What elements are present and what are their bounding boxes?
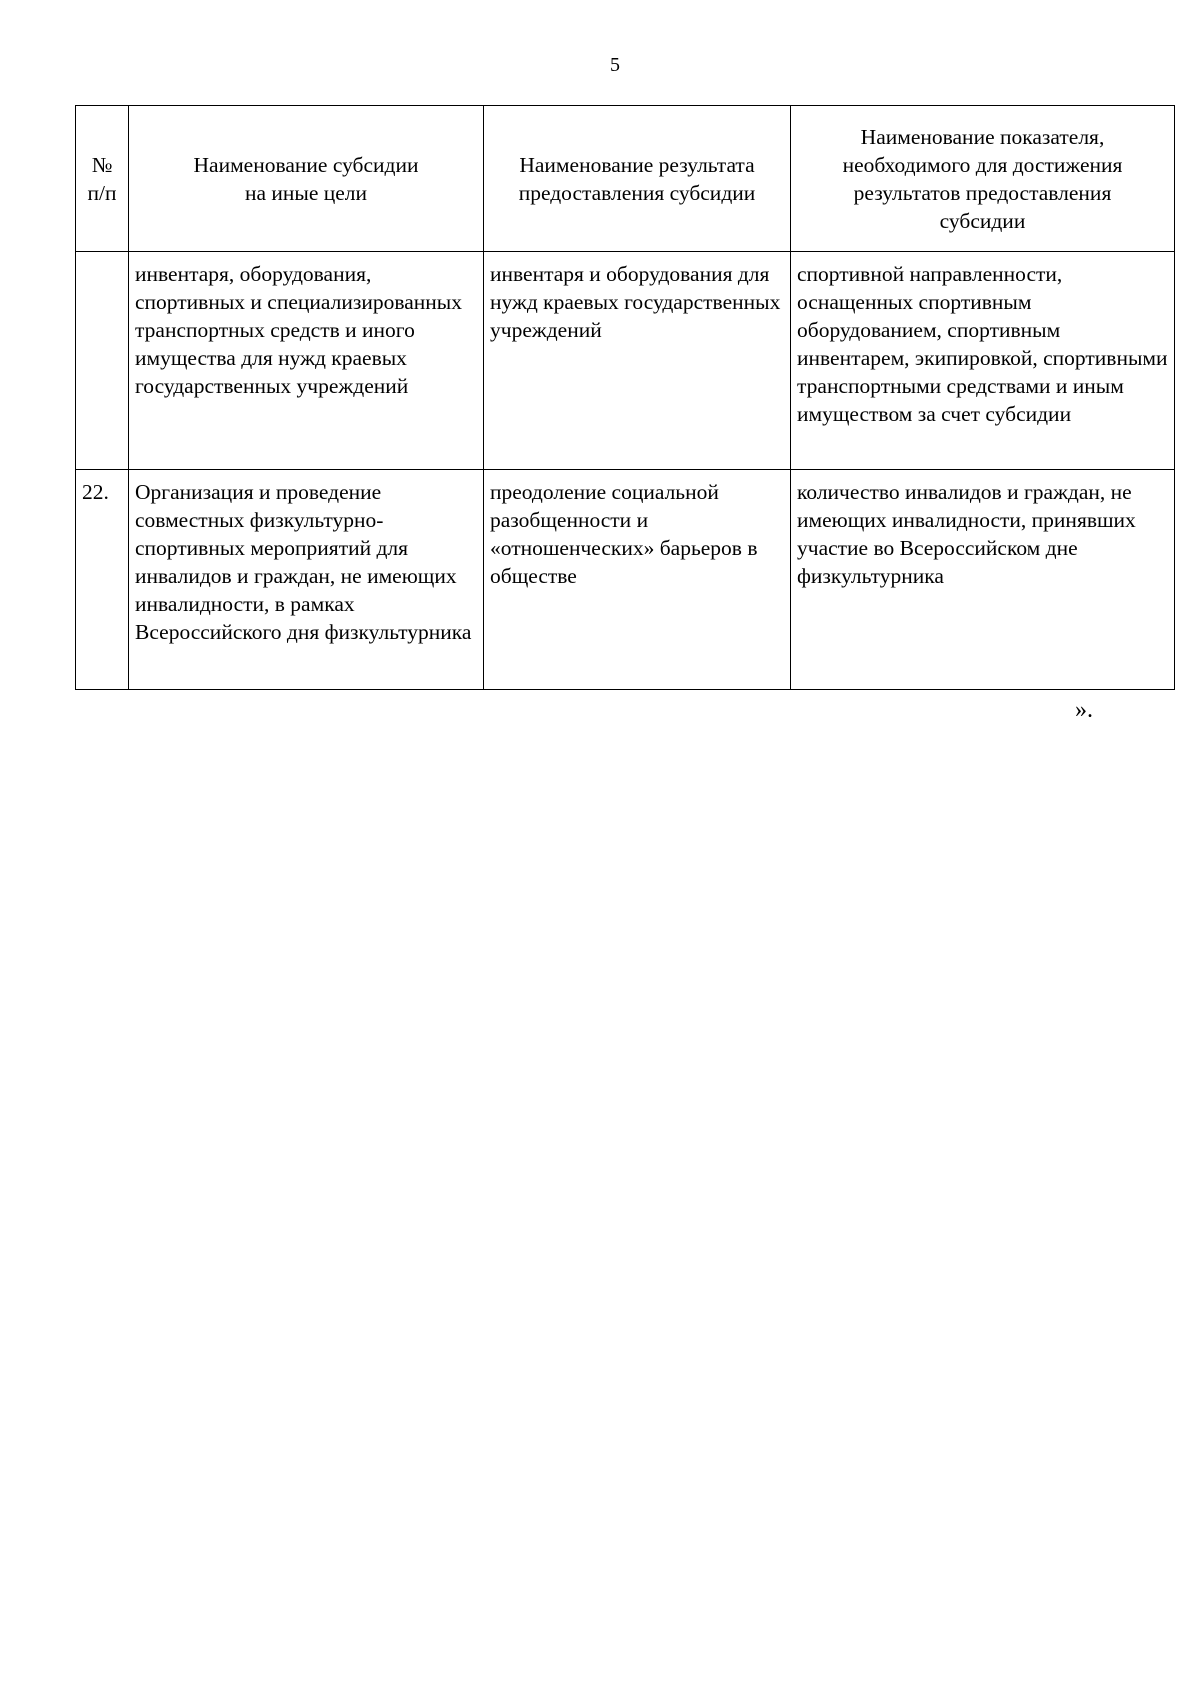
- closing-quote-mark: ».: [1075, 697, 1093, 723]
- row-number-cell: 22.: [76, 470, 129, 690]
- table-row: [76, 252, 1175, 470]
- result-name-cell: преодоление социальной разобщенности и «отношенческих» барьеров в обществе: [484, 470, 791, 690]
- page-number: 5: [610, 54, 620, 76]
- indicator-name-cell: количество инвалидов и граждан, не имеющих инвалидности, принявших участие во Всероссийском дне физкультурника: [791, 470, 1175, 690]
- header-result-name: Наименование результата предоставления субсидии: [484, 106, 791, 252]
- subsidy-name-cell: Организация и проведение совместных физкультурно-спортивных мероприятий для инвалидов и граждан, не имеющих инвалидности, в рамках Всероссийского дня физкультурника: [129, 470, 484, 690]
- subsidy-name-cell: инвентаря, оборудования, спортивных и специализированных транспортных средств и иного имущества для нужд краевых государственных учреждений: [129, 252, 484, 470]
- header-number: № п/п: [76, 106, 129, 252]
- table-row: [76, 470, 1175, 690]
- header-subsidy-name: Наименование субсидии на иные цели: [129, 106, 484, 252]
- subsidy-table: [75, 105, 1175, 690]
- row-number-cell: [76, 252, 129, 470]
- result-name-cell: инвентаря и оборудования для нужд краевых государственных учреждений: [484, 252, 791, 470]
- indicator-name-cell: спортивной направленности, оснащенных спортивным оборудованием, спортивным инвентарем, экипировкой, спортивными транспортными средствами и иным имуществом за счет субсидии: [791, 252, 1175, 470]
- table-header-row: [76, 106, 1175, 252]
- header-indicator-name: Наименование показателя, необходимого для достижения результатов предоставления субсидии: [791, 106, 1175, 252]
